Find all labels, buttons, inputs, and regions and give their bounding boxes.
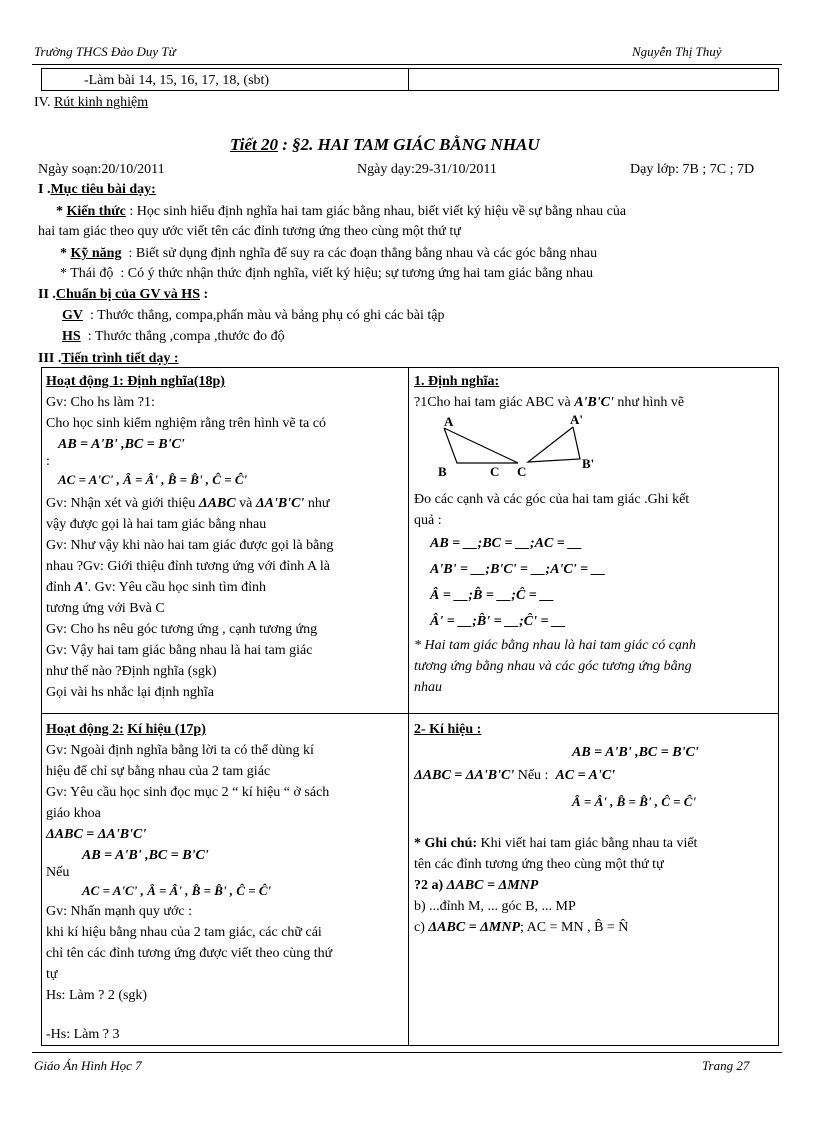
label-a: A	[444, 414, 454, 429]
objectives-title: Mục tiêu bài dạy:	[50, 182, 156, 197]
act2-line-1: Gv: Ngoài định nghĩa bằng lời ta có thể dùng kí	[46, 743, 314, 758]
objectives-heading	[38, 181, 156, 199]
act2-math-2: AB = A'B' ,BC = B'C'	[82, 848, 209, 863]
skills-line: * Kỹ năng : Biết sử dụng định nghĩa để suy ra các đoạn thẳng bằng nhau và các góc bằng nhau	[60, 246, 598, 261]
def-line-1a: ?1Cho hai tam giác ABC và	[414, 395, 571, 410]
act1-line-1: Gv: Cho hs làm ?1:	[46, 395, 155, 410]
act1-eq-1: AB = A'B' ,BC = B'C'	[58, 437, 185, 452]
label-c-prime: C	[517, 464, 527, 479]
act1-line-2: Cho học sinh kiểm nghiệm rằng trên hình vẽ ta có	[46, 416, 326, 431]
act1-line-3-math-2: ΔA'B'C'	[255, 496, 305, 511]
def-line-3: quả :	[414, 513, 442, 528]
knowledge-label: Kiến thức	[66, 204, 126, 219]
sym-note-label: * Ghi chú:	[414, 836, 478, 851]
act2-line-5: Gv: Nhấn mạnh quy ước :	[46, 904, 193, 919]
triangle-abc	[444, 428, 518, 463]
prep-date: Ngày soạn:20/10/2011	[38, 162, 165, 177]
act1-colon: :	[46, 454, 50, 469]
act1-line-8: tương ứng với Bvà C	[46, 601, 165, 616]
act2-neu: Nếu	[46, 865, 70, 880]
process-num: III .	[38, 351, 62, 366]
act1-line-12: Gọi vài hs nhắc lại định nghĩa	[46, 685, 214, 700]
prep-heading: II .Chuẩn bị của GV và HS :	[38, 287, 209, 302]
act2-line-9: Hs: Làm ? 2 (sgk)	[46, 988, 148, 1003]
symbol-title: 2- Kí hiệu :	[414, 722, 482, 737]
act2-line-3: Gv: Yêu cầu học sinh đọc mục 2 “ kí hiệu “ ở sách	[46, 785, 330, 800]
homework-text: -Làm bài 14, 15, 16, 17, 18, (sbt)	[84, 73, 270, 88]
footer-rule	[32, 1052, 782, 1053]
footer-left: Giáo Án Hình Học 7	[34, 1058, 142, 1073]
triangles-figure	[428, 412, 608, 480]
act1-line-7-math: A'	[74, 580, 88, 595]
act2-math-3: AC = A'C' , Â = Â' , B̂ = B̂' , Ĉ = Ĉ'	[82, 883, 272, 898]
sym-math-1: AB = A'B' ,BC = B'C'	[572, 745, 699, 760]
sym-neu: Nếu :	[517, 768, 549, 783]
sym-q2a-math: ΔABC = ΔMNP	[446, 878, 539, 893]
activity-2-title-2: Kí hiệu (17p)	[127, 722, 206, 737]
attitude-text: : Có ý thức nhận thức định nghĩa, viết ký hiệu; sự tương ứng hai tam giác bằng nhau	[120, 266, 594, 281]
lesson-name: §2. HAI TAM GIÁC BẰNG NHAU	[292, 135, 540, 154]
section-iv-roman: IV.	[34, 95, 51, 110]
footer-right: Trang 27	[702, 1058, 750, 1073]
sym-q2c-label: c)	[414, 920, 425, 935]
objectives-num: I .	[38, 182, 51, 197]
activity-2-title: Hoạt động 2:	[46, 722, 124, 737]
act1-line-5: Gv: Như vậy khi nào hai tam giác được gọi là bằng	[46, 538, 334, 553]
def-note-2: tương ứng bằng nhau và các góc tương ứng bằng	[414, 659, 692, 674]
teacher-name: Nguyễn Thị Thuỷ	[632, 44, 722, 59]
skills-label: Kỹ năng	[70, 246, 122, 261]
definition-cell	[414, 371, 774, 413]
act2-math-1: ΔABC = ΔA'B'C'	[46, 827, 147, 842]
table-column-divider	[408, 367, 409, 1045]
act1-line-4: vậy được gọi là hai tam giác bằng nhau	[46, 517, 267, 532]
process-title: Tiến trình tiết dạy :	[61, 351, 179, 366]
table-row-divider	[41, 713, 778, 714]
act2-line-7: chỉ tên các đỉnh tương ứng được viết theo cùng thứ	[46, 946, 333, 961]
act1-line-10: Gv: Vậy hai tam giác bằng nhau là hai tam giác	[46, 643, 313, 658]
def-line-1-math: A'B'C'	[574, 395, 614, 410]
sym-q2c-math: ΔABC = ΔMNP	[428, 920, 521, 935]
activity-2-cell	[46, 719, 404, 1045]
act2-line-2: hiệu để chỉ sự bằng nhau của 2 tam giác	[46, 764, 271, 779]
sym-q2c-text: ; AC = MN , B̂ = N̂	[520, 920, 629, 935]
section-iv	[34, 94, 155, 112]
sym-math-3: AC = A'C'	[555, 768, 616, 783]
gv-line	[62, 307, 445, 325]
act1-line-3b: và	[239, 496, 253, 511]
sym-math-2: ΔABC = ΔA'B'C'	[414, 768, 515, 783]
act1-line-3a: Gv: Nhận xét và giới thiệu	[46, 496, 196, 511]
definition-title: 1. Định nghĩa:	[414, 374, 500, 389]
activity-1-cell	[46, 371, 404, 703]
period-label: Tiết 20	[230, 135, 278, 154]
sym-math-4: Â = Â' , B̂ = B̂' , Ĉ = Ĉ'	[572, 794, 697, 809]
def-line-1b: như hình vẽ	[617, 395, 685, 410]
def-result-2: A'B' = __;B'C' = __;A'C' = __	[430, 562, 606, 577]
sym-note-text: Khi viết hai tam giác bằng nhau ta viết	[477, 836, 698, 851]
knowledge-text-2: hai tam giác theo quy ước viết tên các đỉnh tương ứng theo cùng một thứ tự	[38, 224, 461, 239]
label-b: B	[438, 464, 447, 479]
def-result-3: Â = __;B̂ = __;Ĉ = __	[430, 588, 555, 603]
act2-line-8: tự	[46, 967, 58, 982]
knowledge-line: * Kiến thức : Học sinh hiểu định nghĩa hai tam giác bằng nhau, biết viết ký hiệu về sự bằng nhau của	[56, 204, 627, 219]
sym-q2b: b) ...đỉnh M, ... góc B, ... MP	[414, 899, 576, 914]
hs-label: HS	[62, 329, 81, 344]
prep-title: Chuẩn bị của GV và HS	[55, 287, 200, 302]
triangle-a-prime	[528, 427, 580, 462]
label-a-prime: A'	[570, 412, 583, 427]
knowledge-text: : Học sinh hiểu định nghĩa hai tam giác bằng nhau, biết viết ký hiệu về sự bằng nhau của	[129, 204, 627, 219]
act1-line-7b: . Gv: Yêu cầu học sinh tìm đỉnh	[87, 580, 266, 595]
attitude-label: Thái độ	[70, 266, 114, 281]
def-result-4: Â' = __;B̂' = __;Ĉ' = __	[430, 614, 566, 629]
act1-line-11: như thế nào ?Định nghĩa (sgk)	[46, 664, 217, 679]
def-result-1: AB = __;BC = __;AC = __	[430, 536, 583, 551]
act1-line-9: Gv: Cho hs nêu góc tương ứng , cạnh tương ứng	[46, 622, 318, 637]
gv-text: : Thước thẳng, compa,phấn màu và bảng phụ có ghi các bài tập	[90, 308, 445, 323]
act1-line-3-math-1: ΔABC	[198, 496, 236, 511]
section-iv-label: Rút kinh nghiệm	[53, 95, 149, 110]
label-b-prime: B'	[582, 456, 595, 471]
homework-row-divider	[408, 68, 409, 90]
act1-line-3c: như	[307, 496, 330, 511]
attitude-line: * Thái độ : Có ý thức nhận thức định nghĩa, viết ký hiệu; sự tương ứng hai tam giác bằng nhau	[60, 266, 594, 281]
gv-label: GV	[62, 308, 83, 323]
def-note-1: * Hai tam giác bằng nhau là hai tam giác có cạnh	[414, 638, 696, 653]
lesson-title	[230, 134, 540, 156]
activity-1-title: Hoạt động 1: Định nghĩa(18p)	[46, 374, 225, 389]
act1-line-7a: đỉnh	[46, 580, 71, 595]
act2-line-10: -Hs: Làm ? 3	[46, 1027, 120, 1042]
label-c: C	[490, 464, 500, 479]
school-name: Trường THCS Đào Duy Từ	[34, 44, 176, 59]
def-line-2: Đo các cạnh và các góc của hai tam giác .Ghi kết	[414, 492, 690, 507]
definition-body	[414, 489, 774, 698]
symbol-cell	[414, 719, 774, 938]
prep-num: II .	[38, 287, 56, 302]
def-note-3: nhau	[414, 680, 442, 695]
header-rule	[32, 64, 782, 65]
skills-text: : Biết sử dụng định nghĩa để suy ra các đoạn thẳng bằng nhau và các góc bằng nhau	[128, 246, 598, 261]
sym-q2a-label: ?2 a)	[414, 878, 444, 893]
period-sep: :	[278, 135, 288, 154]
act1-eq-2: AC = A'C' , Â = Â' , B̂ = B̂' , Ĉ = Ĉ'	[58, 472, 248, 487]
sym-note-2: tên các đỉnh tương ứng theo cùng một thứ tự	[414, 857, 664, 872]
act2-line-4: giáo khoa	[46, 806, 101, 821]
act1-line-6: nhau ?Gv: Giới thiệu đỉnh tương ứng với đỉnh A là	[46, 559, 330, 574]
class-list: Dạy lớp: 7B ; 7C ; 7D	[630, 162, 755, 177]
hs-line	[62, 328, 285, 346]
act2-line-6: khi kí hiệu bằng nhau của 2 tam giác, các chữ cái	[46, 925, 322, 940]
hs-text: : Thước thẳng ,compa ,thước đo độ	[87, 329, 285, 344]
teach-date: Ngày dạy:29-31/10/2011	[357, 162, 497, 177]
process-heading	[38, 350, 179, 368]
